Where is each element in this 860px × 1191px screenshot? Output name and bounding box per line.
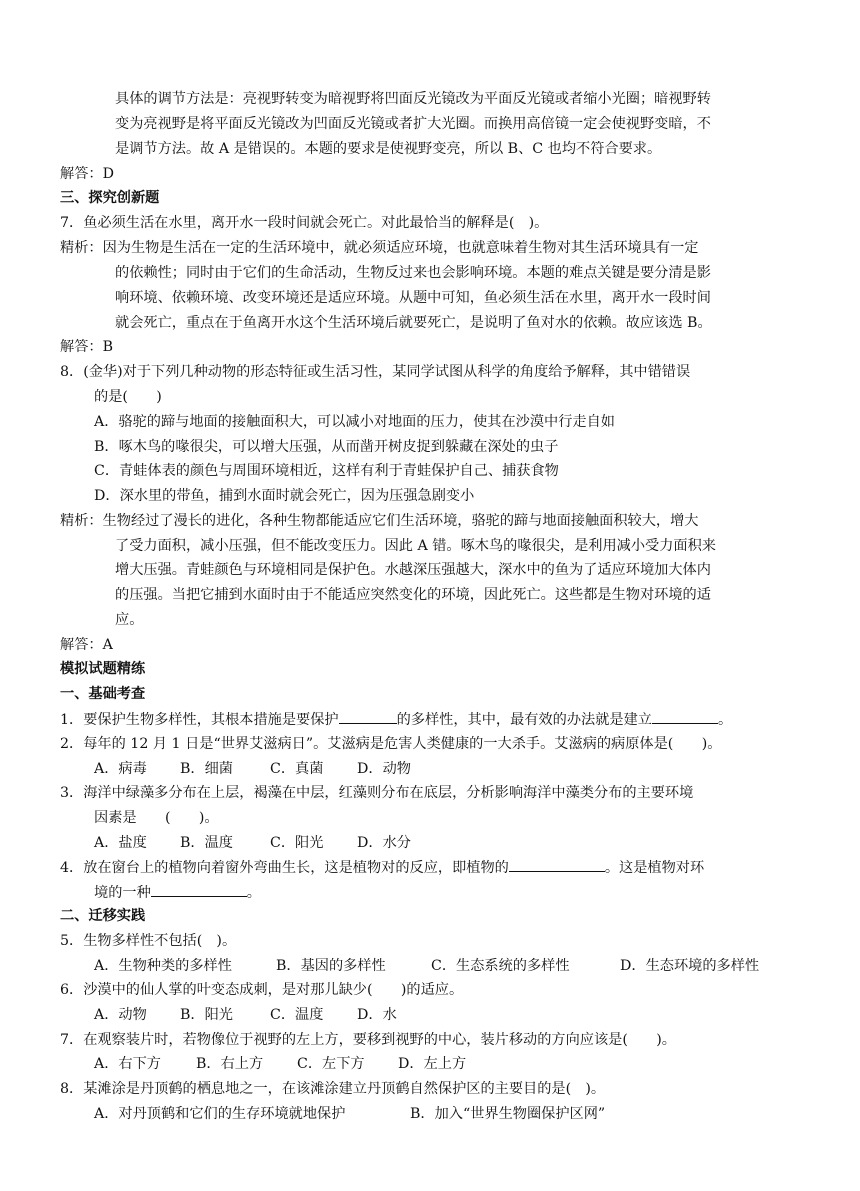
question-8: 8．某滩涂是丹顶鹤的栖息地之一，在该滩涂建立丹顶鹤自然保护区的主要目的是( )。 <box>60 1081 606 1097</box>
question-1: 1．要保护生物多样性，其根本措施是要保护 的多样性，其中，最有效的办法就是建立 。 <box>60 709 732 731</box>
option-d: D．动物 <box>357 761 411 777</box>
explanation-line: 是调节方法。故 A 是错误的。本题的要求是使视野变亮，所以 B、C 也均不符合要求。 <box>115 141 662 157</box>
section-heading: 二、迁移实践 <box>60 908 146 924</box>
question-7: 7．鱼必须生活在水里，离开水一段时间就会死亡。对此最恰当的解释是( )。 <box>60 215 549 231</box>
option-a: A．病毒 <box>94 761 147 777</box>
option-b: B．细菌 <box>180 761 233 777</box>
section-heading: 模拟试题精练 <box>60 661 146 677</box>
option-a: A．对丹顶鹤和它们的生存环境就地保护 <box>94 1106 346 1122</box>
analysis-line: 响环境、依赖环境、改变环境还是适应环境。从题中可知，鱼必须生活在水里，离开水一段时间 <box>115 290 711 306</box>
question-5: 5．生物多样性不包括( )。 <box>60 933 237 949</box>
option-a: A．生物种类的多样性 <box>94 958 232 974</box>
analysis-line: 应。 <box>115 612 144 628</box>
answer-line: 解答：D <box>60 166 114 182</box>
analysis-line: 的压强。当把它捕到水面时由于不能适应突然变化的环境，因此死亡。这些都是生物对环境的适 <box>115 587 711 603</box>
analysis-line: 的依赖性；同时由于它们的生命活动，生物反过来也会影响环境。本题的难点关键是要分清是影 <box>115 265 711 281</box>
section-heading: 三、探究创新题 <box>60 190 160 206</box>
question-3: 3．海洋中绿藻多分布在上层，褐藻在中层，红藻则分布在底层，分析影响海洋中藻类分布的主要环境 <box>60 785 694 801</box>
answer-blank[interactable] <box>509 857 605 872</box>
analysis-line: 了受力面积，减小压强，但不能改变压力。因此 A 错。啄木鸟的喙很尖，是利用减小受力面积来 <box>115 538 716 554</box>
option-d: D．左上方 <box>398 1056 467 1072</box>
explanation-line: 具体的调节方法是：亮视野转变为暗视野将凹面反光镜改为平面反光镜或者缩小光圈；暗视野转 <box>115 91 711 107</box>
question-8: 8．(金华)对于下列几种动物的形态特征或生活习性，某同学试图从科学的角度给予解释，其中错错误 <box>60 364 691 380</box>
answer-blank[interactable] <box>151 882 247 897</box>
option-a: A．动物 <box>94 1007 147 1023</box>
option-b: B．阳光 <box>180 1007 233 1023</box>
analysis-line: 精析：生物经过了漫长的进化，各种生物都能适应它们生活环境，骆驼的蹄与地面接触面积较大，增大 <box>60 513 699 529</box>
question-2: 2．每年的 12 月 1 日是“世界艾滋病日”。艾滋病是危害人类健康的一大杀手。艾滋病的病原体是( )。 <box>60 736 722 752</box>
explanation-line: 变为亮视野是将平面反光镜改为凹面反光镜或者扩大光圈。而换用高倍镜一定会使视野变暗，不 <box>115 116 711 132</box>
option-b: B．温度 <box>180 835 233 851</box>
option-c: C．生态系统的多样性 <box>431 958 570 974</box>
question-7: 7．在观察装片时，若物像位于视野的左上方，要移到视野的中心，装片移动的方向应该是( )。 <box>60 1032 676 1048</box>
question-4-cont: 境的一种 。 <box>94 882 261 904</box>
option-a: A．骆驼的蹄与地面的接触面积大，可以减小对地面的压力，使其在沙漠中行走自如 <box>94 414 615 430</box>
analysis-line: 增大压强。青蛙颜色与环境相同是保护色。水越深压强越大，深水中的鱼为了适应环境加大体内 <box>115 562 711 578</box>
analysis-line: 就会死亡，重点在于鱼离开水这个生活环境后就要死亡，是说明了鱼对水的依赖。故应该选 B。 <box>115 315 712 331</box>
option-b: B．啄木鸟的喙很尖，可以增大压强，从而凿开树皮捉到躲藏在深处的虫子 <box>94 439 559 455</box>
option-b: B．基因的多样性 <box>276 958 386 974</box>
option-c: C．左下方 <box>297 1056 365 1072</box>
question-8-cont: 的是( ) <box>94 389 162 405</box>
option-d: D．生态环境的多样性 <box>620 958 760 974</box>
option-c: C．温度 <box>270 1007 324 1023</box>
option-a: A．右下方 <box>94 1056 161 1072</box>
section-heading: 一、基础考查 <box>60 686 146 702</box>
option-c: C．真菌 <box>270 761 324 777</box>
option-d: D．深水里的带鱼，捕到水面时就会死亡，因为压强急剧变小 <box>94 488 475 504</box>
option-a: A．盐度 <box>94 835 147 851</box>
answer-blank[interactable] <box>339 709 397 724</box>
option-d: D．水 <box>357 1007 397 1023</box>
option-d: D．水分 <box>357 835 411 851</box>
question-3-cont: 因素是 ( )。 <box>94 810 219 826</box>
answer-line: 解答：B <box>60 339 113 355</box>
analysis-line: 精析：因为生物是生活在一定的生活环境中，就必须适应环境，也就意味着生物对其生活环境具有一定 <box>60 240 699 256</box>
option-b: B．右上方 <box>196 1056 264 1072</box>
question-6: 6．沙漠中的仙人掌的叶变态成刺，是对那儿缺少( )的适应。 <box>60 982 464 998</box>
answer-line: 解答：A <box>60 637 113 653</box>
answer-blank[interactable] <box>652 709 718 724</box>
option-b: B．加入“世界生物圈保护区网” <box>410 1106 606 1122</box>
question-4: 4．放在窗台上的植物向着窗外弯曲生长，这是植物对的反应，即植物的 。这是植物对环 <box>60 857 704 879</box>
option-c: C．阳光 <box>270 835 324 851</box>
option-c: C．青蛙体表的颜色与周围环境相近，这样有利于青蛙保护自己、捕获食物 <box>94 463 559 479</box>
